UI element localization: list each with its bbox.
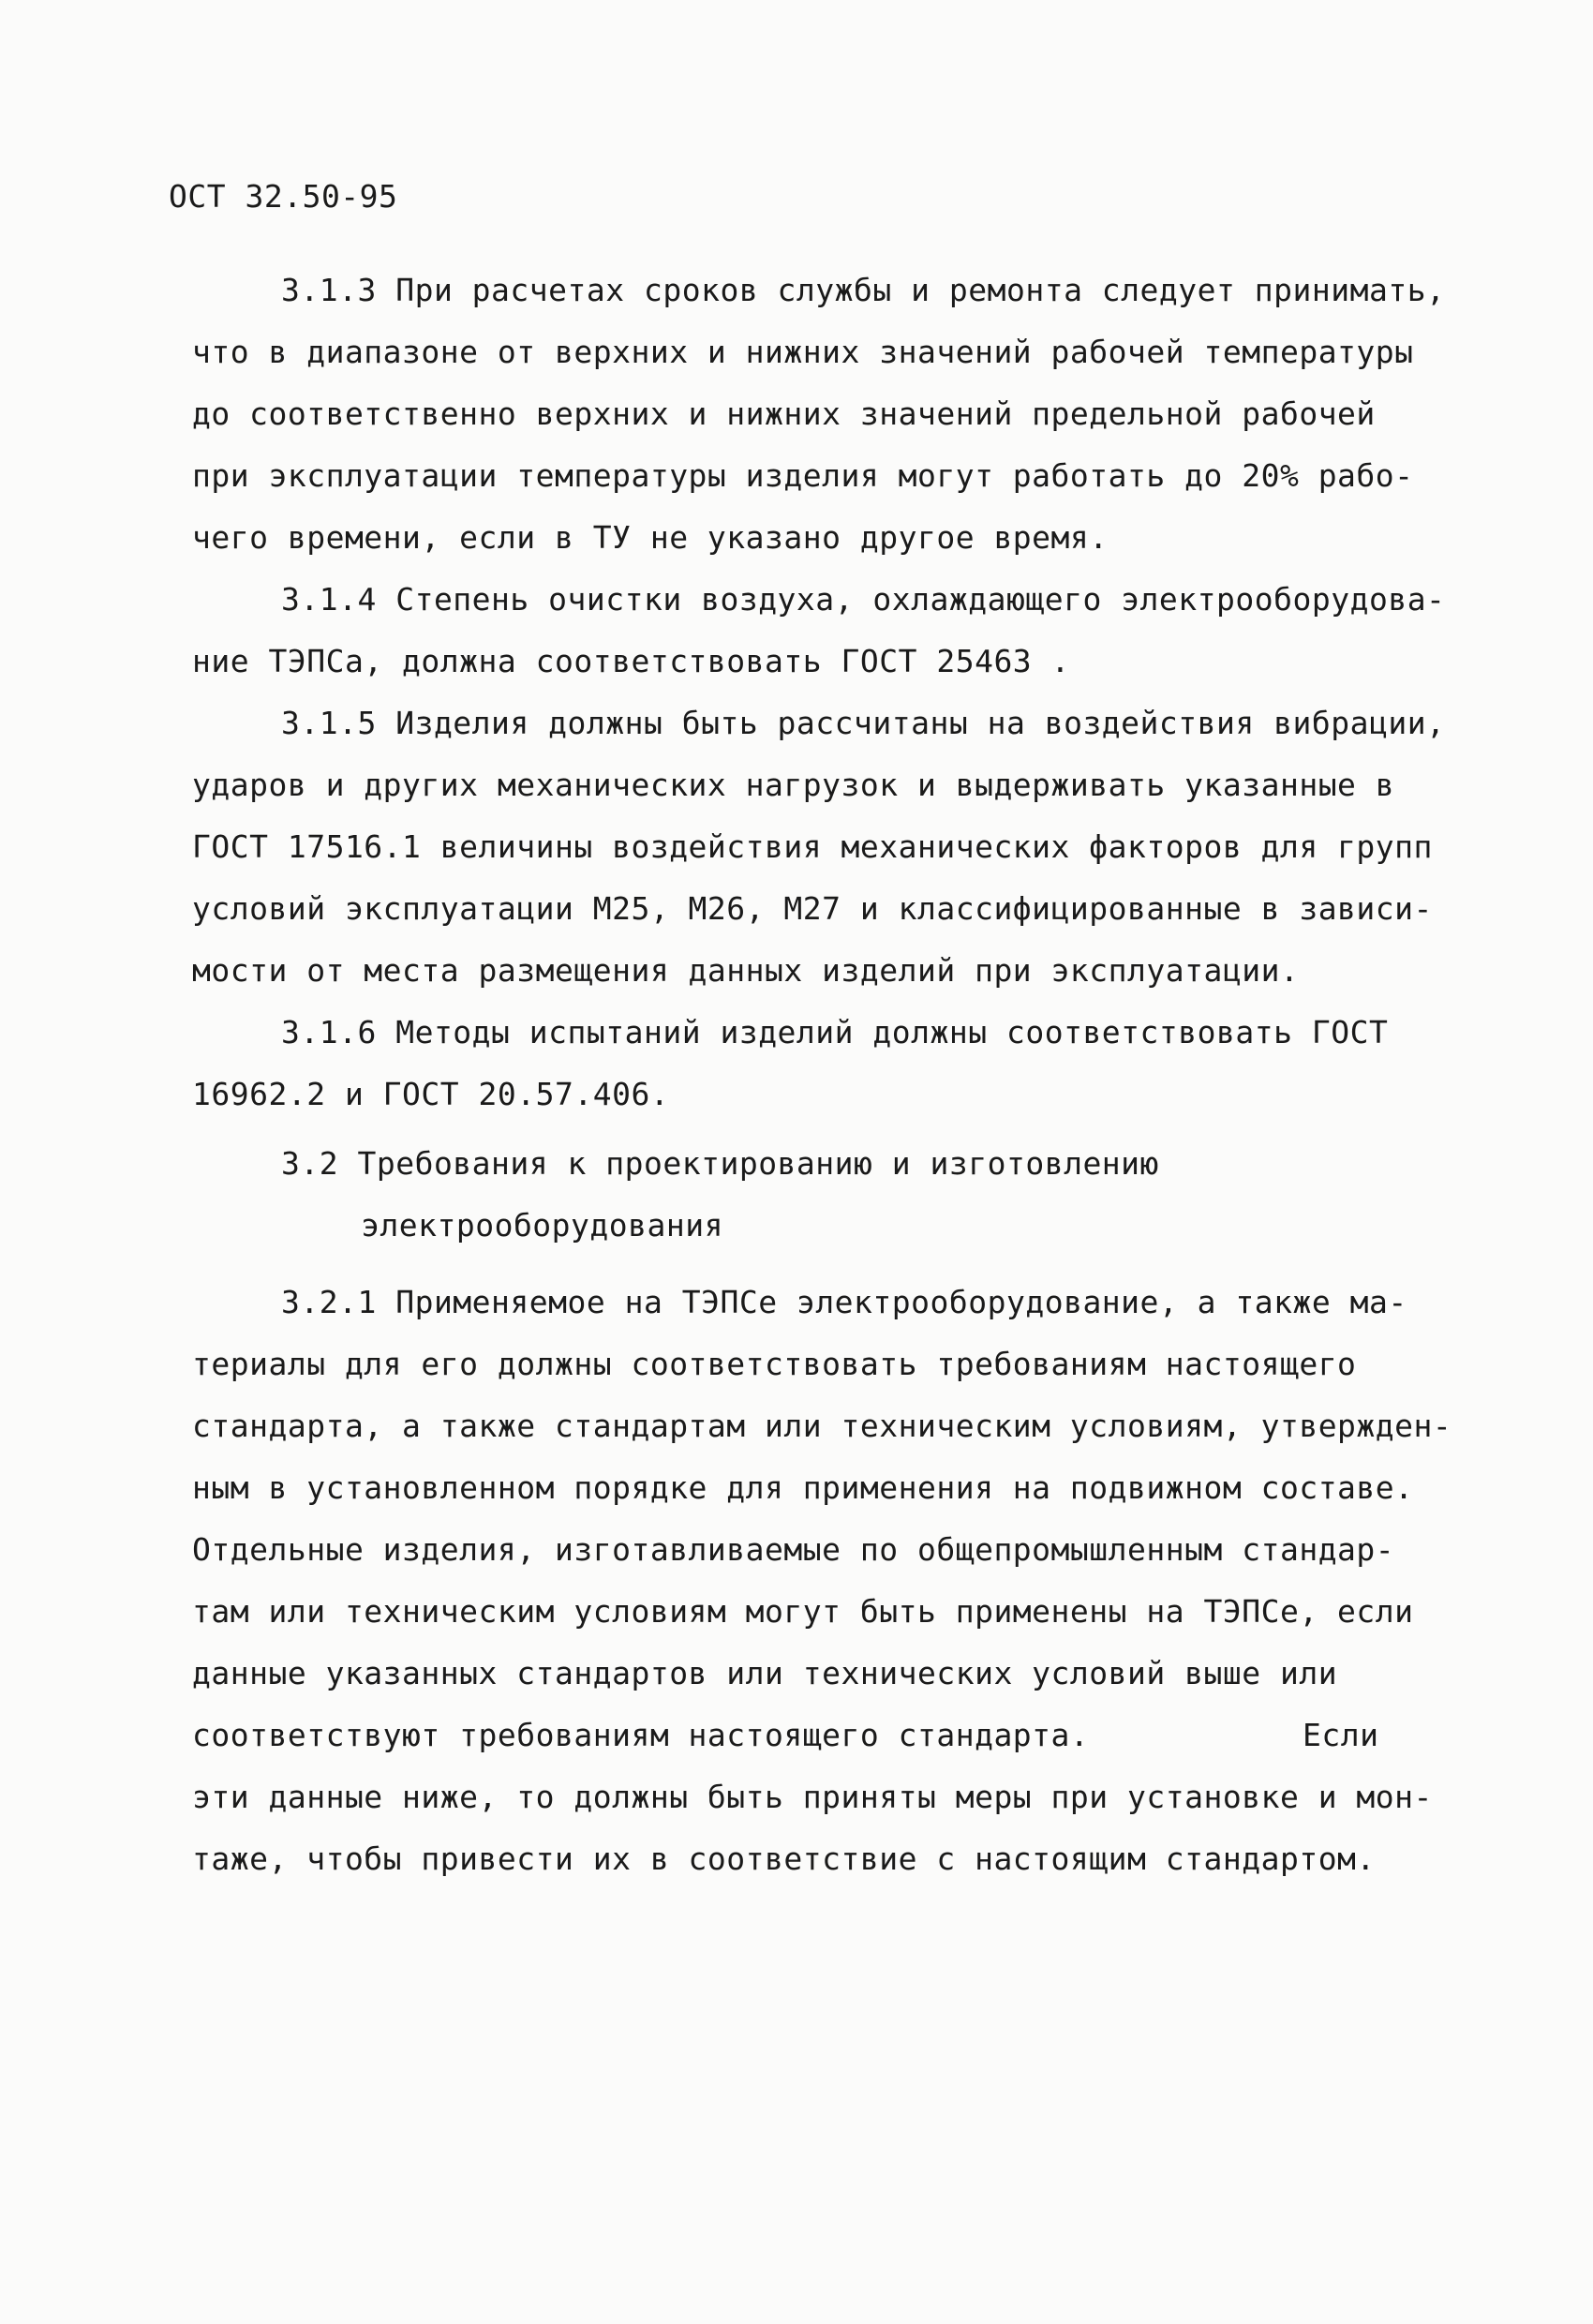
para-3-2-1-line-7: данные указанных стандартов или технических условий выше или bbox=[192, 1655, 1338, 1691]
para-3-1-3-line-4: при эксплуатации температуры изделия могут работать до 20% рабо- bbox=[192, 457, 1414, 494]
para-3-2-1-line-10: таже, чтобы привести их в соответствие с настоящим стандартом. bbox=[192, 1840, 1376, 1877]
para-3-2-1-line-2: териалы для его должны соответствовать требованиям настоящего bbox=[192, 1346, 1357, 1382]
para-3-1-5-line-2: ударов и других механических нагрузок и выдерживать указанные в bbox=[192, 767, 1395, 803]
para-3-1-3-line-1: 3.1.3 При расчетах сроков службы и ремонта следует принимать, bbox=[281, 272, 1446, 308]
para-3-1-5-line-3: ГОСТ 17516.1 величины воздействия механических факторов для групп bbox=[192, 828, 1433, 865]
para-3-1-6-line-1: 3.1.6 Методы испытаний изделий должны соответствовать ГОСТ bbox=[281, 1014, 1389, 1050]
section-3-2-title-cont: электрооборудования bbox=[361, 1207, 723, 1244]
para-3-2-1-line-6: там или техническим условиям могут быть применены на ТЭПСе, если bbox=[192, 1593, 1414, 1630]
para-3-2-1-line-3: стандарта, а также стандартам или техническим условиям, утвержден- bbox=[192, 1408, 1452, 1444]
para-3-1-3-line-3: до соответственно верхних и нижних значений предельной рабочей bbox=[192, 395, 1376, 432]
para-3-2-1-line-1: 3.2.1 Применяемое на ТЭПСе электрооборудование, а также ма- bbox=[281, 1284, 1407, 1320]
para-3-1-5-line-5: мости от места размещения данных изделий при эксплуатации. bbox=[192, 952, 1300, 989]
para-3-1-3-line-2: что в диапазоне от верхних и нижних значений рабочей температуры bbox=[192, 334, 1414, 370]
para-3-1-6-line-2: 16962.2 и ГОСТ 20.57.406. bbox=[192, 1076, 670, 1112]
para-3-1-4-line-2: ние ТЭПСа, должна соответствовать ГОСТ 25463 . bbox=[192, 643, 1070, 679]
para-3-2-1-line-8: соответствуют требованиям настоящего стандарта. bbox=[192, 1717, 1090, 1753]
para-3-1-5-line-1: 3.1.5 Изделия должны быть рассчитаны на воздействия вибрации, bbox=[281, 705, 1446, 741]
para-3-2-1-line-9: эти данные ниже, то должны быть приняты меры при установке и мон- bbox=[192, 1779, 1433, 1815]
para-3-2-1-line-8-tail: Если bbox=[1303, 1717, 1379, 1753]
para-3-1-5-line-4: условий эксплуатации М25, М26, М27 и классифицированные в зависи- bbox=[192, 890, 1433, 927]
para-3-1-4-line-1: 3.1.4 Степень очистки воздуха, охлаждающего электрооборудова- bbox=[281, 581, 1446, 618]
section-3-2-title: 3.2 Требования к проектированию и изготовлению bbox=[281, 1145, 1159, 1182]
para-3-1-3-line-5: чего времени, если в ТУ не указано другое время. bbox=[192, 519, 1109, 556]
para-3-2-1-line-5: Отдельные изделия, изготавливаемые по общепромышленным стандар- bbox=[192, 1531, 1395, 1568]
document-header: ОСТ 32.50-95 bbox=[169, 178, 398, 215]
para-3-2-1-line-4: ным в установленном порядке для применения на подвижном составе. bbox=[192, 1469, 1414, 1506]
